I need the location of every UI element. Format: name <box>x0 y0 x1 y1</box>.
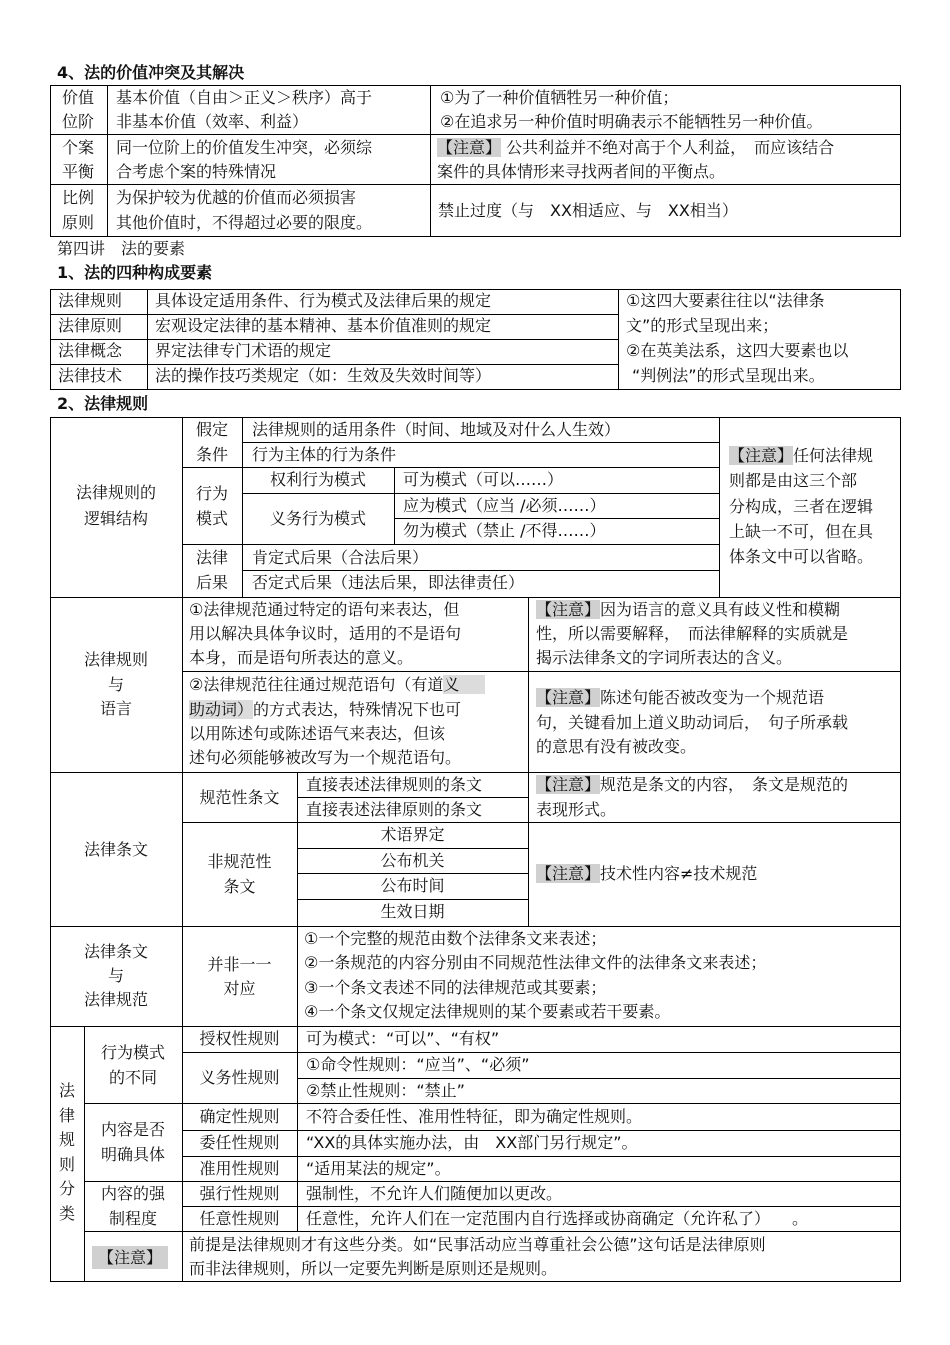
articles-norms-label-2: 与 <box>107 966 124 985</box>
rule-language-label-3: 语言 <box>99 699 132 718</box>
cell-text: ①为了一种价值牺牲另一种价值； <box>440 88 679 107</box>
element-desc: 宏观设定法律的基本精神、基本价值准则的规定 <box>155 316 492 335</box>
non-normative-label-2: 条文 <box>223 877 256 896</box>
row-label-case-balance: 个案 <box>62 138 95 157</box>
cell-text: 本身，而是语句所表达的意义。 <box>189 648 414 667</box>
note-text: 体条文中可以省略。 <box>729 547 874 566</box>
rule-desc-end: 。 <box>792 1209 809 1228</box>
note-text: 的意思有没有被改变。 <box>536 737 697 756</box>
note-tag: 【注意】 <box>92 1246 168 1269</box>
group-label: 制程度 <box>108 1209 157 1228</box>
note-text: 前提是法律规则才有这些分类。如“民事活动应当尊重社会公德”这句话是法律原则 <box>189 1235 766 1254</box>
cell-text: 可为模式（可以……） <box>403 470 564 489</box>
note-tag: 【注意】 <box>437 138 502 157</box>
note-tag: 【注意】 <box>536 775 601 794</box>
row-label-proportionality-2: 原则 <box>62 213 95 232</box>
consequence-label: 法律 <box>195 548 228 567</box>
group-label: 内容的强 <box>100 1184 165 1203</box>
note-tag: 【注意】 <box>729 446 794 465</box>
row-label-case-balance-2: 平衡 <box>62 162 95 181</box>
note-text: 句，关键看加上道义助动词后， 句子所承载 <box>536 713 849 732</box>
logic-structure-label-2: 逻辑结构 <box>83 509 148 528</box>
note-text: 揭示法律条文的字词所表达的含义。 <box>536 648 793 667</box>
cell-text: 合考虑个案的特殊情况 <box>116 162 277 181</box>
note-text: 因为语言的意义具有歧义性和模糊 <box>600 600 841 619</box>
lecture-heading: 第四讲 法的要素 <box>57 239 186 258</box>
cell-text: 肯定式后果（合法后果） <box>252 548 429 567</box>
list-item: 生效日期 <box>380 902 445 921</box>
cell-text: 以用陈述句或陈述语气来表达，但该 <box>189 724 446 743</box>
cell-text: 案件的具体情形来寻找两者间的平衡点。 <box>437 162 726 181</box>
rule-type: 义务性规则 <box>199 1068 280 1087</box>
element-name: 法律技术 <box>58 366 123 385</box>
note-text: 任何法律规 <box>793 446 874 465</box>
group-label: 内容是否 <box>100 1120 165 1139</box>
cell-text: 用以解决具体争议时，适用的不是语句 <box>189 624 462 643</box>
highlighted-text: 义 <box>443 675 485 694</box>
cell-text: 义务行为模式 <box>269 509 366 528</box>
vertical-label-char: 则 <box>58 1154 75 1174</box>
rule-desc: 不符合委任性、准用性特征，即为确定性规则。 <box>306 1107 643 1126</box>
cell-text: 基本价值（自由＞正义＞秩序）高于 <box>116 88 373 107</box>
list-item: ③一个条文表述不同的法律规范或其要素； <box>304 978 607 997</box>
note-tag: 【注意】 <box>536 864 601 883</box>
list-item: ①一个完整的规范由数个法律条文来表述； <box>304 929 607 948</box>
list-item: ②一条规范的内容分别由不同规范性法律文件的法律条文来表述； <box>304 953 767 972</box>
side-note: “判例法”的形式呈现出来。 <box>632 366 825 385</box>
cell-text: 应为模式（应当 /必须……） <box>403 496 606 515</box>
rule-desc: “XX的具体实施办法，由 XX部门另行规定”。 <box>306 1133 638 1152</box>
cell-text: 其他价值时，不得超过必要的限度。 <box>116 213 373 232</box>
hypothesis-label: 假定 <box>195 420 228 439</box>
highlighted-text: 助动词） <box>189 700 254 719</box>
cell-text: 行为主体的行为条件 <box>252 445 397 464</box>
vertical-label-char: 法 <box>58 1081 75 1100</box>
cell-text: 述句必须能够被改写为一个规范语句。 <box>189 748 462 767</box>
note-text: 而非法律规则，所以一定要先判断是原则还是规则。 <box>189 1259 558 1278</box>
note-tag: 【注意】 <box>536 688 601 707</box>
articles-norms-label: 法律条文 <box>83 942 148 961</box>
articles-label: 法律条文 <box>83 840 148 859</box>
rule-desc: ②禁止性规则：“禁止” <box>306 1081 465 1100</box>
side-note: ②在英美法系，这四大要素也以 <box>626 341 849 360</box>
row-label-value-rank-2: 位阶 <box>62 112 95 131</box>
note-text: 分构成，三者在逻辑 <box>729 497 874 516</box>
behavior-mode-label: 行为 <box>195 484 228 503</box>
rule-desc: 可为模式：“可以”、“有权” <box>306 1029 500 1048</box>
logic-structure-label: 法律规则的 <box>75 483 156 502</box>
element-desc: 具体设定适用条件、行为模式及法律后果的规定 <box>155 291 492 310</box>
list-item: 公布机关 <box>380 851 445 870</box>
note-text: 陈述句能否被改变为一个规范语 <box>600 688 825 707</box>
note-tag: 【注意】 <box>536 600 601 619</box>
behavior-mode-label-2: 模式 <box>195 509 228 528</box>
section-heading-four-elements: 1、法的四种构成要素 <box>57 263 213 282</box>
cell-text: ①法律规范通过特定的语句来表达，但 <box>189 600 460 619</box>
cell-text: 直接表述法律原则的条文 <box>306 800 483 819</box>
rule-type: 强行性规则 <box>199 1184 280 1203</box>
element-desc: 法的操作技巧类规定（如：生效及失效时间等） <box>155 366 492 385</box>
note-text: 表现形式。 <box>536 800 617 819</box>
note-text: 规范是条文的内容， 条文是规范的 <box>600 775 849 794</box>
not-one-to-one-label: 并非一一 <box>207 955 272 974</box>
note-text: 则都是由这三个部 <box>729 471 858 490</box>
cell-text: 非基本价值（效率、利益） <box>116 112 309 131</box>
element-desc: 界定法律专门术语的规定 <box>155 341 332 360</box>
element-name: 法律原则 <box>58 316 123 335</box>
rule-desc: 任意性，允许人们在一定范围内自行选择或协商确定（允许私了） <box>306 1209 763 1228</box>
rule-language-label: 法律规则 <box>83 650 148 669</box>
note-text: 技术性内容≠技术规范 <box>600 864 758 883</box>
rule-desc: 强制性，不允许人们随便加以更改。 <box>306 1184 563 1203</box>
rule-type: 确定性规则 <box>199 1107 280 1126</box>
section-heading-legal-rules: 2、法律规则 <box>57 394 149 413</box>
list-item: ④一个条文仅规定法律规则的某个要素或若干要素。 <box>304 1002 671 1021</box>
rule-desc: ①命令性规则：“应当”、“必须” <box>306 1055 530 1074</box>
normative-articles-label: 规范性条文 <box>199 788 280 807</box>
section-heading-value-conflict: 4、法的价值冲突及其解决 <box>57 63 245 82</box>
cell-text: 同一位阶上的价值发生冲突，必须综 <box>116 138 373 157</box>
cell-text: 勿为模式（禁止 /不得……） <box>403 521 606 540</box>
cell-text: ②在追求另一种价值时明确表示不能牺牲另一种价值。 <box>440 112 823 131</box>
hypothesis-label-2: 条件 <box>195 445 228 464</box>
side-note: ①这四大要素往往以“法律条 <box>626 291 825 310</box>
cell-text: 权利行为模式 <box>269 470 366 489</box>
note-text: 性，所以需要解释， 而法律解释的实质就是 <box>536 624 849 643</box>
vertical-label-char: 分 <box>58 1179 75 1198</box>
group-label: 的不同 <box>108 1068 157 1087</box>
vertical-label-char: 规 <box>58 1130 75 1149</box>
cell-text: 法律规则的适用条件（时间、地域及对什么人生效） <box>252 420 621 439</box>
cell-text: 否定式后果（违法后果，即法律责任） <box>252 573 525 592</box>
element-name: 法律规则 <box>58 291 123 310</box>
not-one-to-one-label-2: 对应 <box>223 979 256 998</box>
rule-type: 任意性规则 <box>199 1209 280 1228</box>
consequence-label-2: 后果 <box>195 573 228 592</box>
rule-language-label-2: 与 <box>107 675 124 694</box>
vertical-label-char: 律 <box>58 1105 75 1125</box>
rule-type: 授权性规则 <box>199 1029 280 1048</box>
cell-text: ②法律规范往往通过规范语句（有道 <box>189 675 444 694</box>
rule-desc: “适用某法的规定”。 <box>306 1159 451 1178</box>
element-name: 法律概念 <box>58 341 123 360</box>
row-label-proportionality: 比例 <box>62 188 95 207</box>
cell-text: 禁止过度（与 XX相适应、与 XX相当） <box>438 201 738 220</box>
list-item: 术语界定 <box>380 825 445 844</box>
row-label-value-rank: 价值 <box>62 88 95 107</box>
group-label: 明确具体 <box>100 1145 165 1164</box>
group-label: 行为模式 <box>100 1043 165 1062</box>
rule-type: 准用性规则 <box>199 1159 280 1178</box>
cell-text: 公共利益并不绝对高于个人利益， 而应该结合 <box>501 138 835 157</box>
non-normative-label: 非规范性 <box>207 852 272 871</box>
side-note: 文”的形式呈现出来； <box>626 316 779 335</box>
rule-type: 委任性规则 <box>199 1133 280 1152</box>
vertical-label-char: 类 <box>58 1203 75 1223</box>
list-item: 公布时间 <box>380 876 445 895</box>
cell-text: 的方式表达，特殊情况下也可 <box>253 700 462 719</box>
articles-norms-label-3: 法律规范 <box>83 990 148 1009</box>
note-text: 上缺一不可，但在具 <box>729 522 874 541</box>
cell-text: 为保护较为优越的价值而必须损害 <box>116 188 357 207</box>
cell-text: 直接表述法律规则的条文 <box>306 775 483 794</box>
